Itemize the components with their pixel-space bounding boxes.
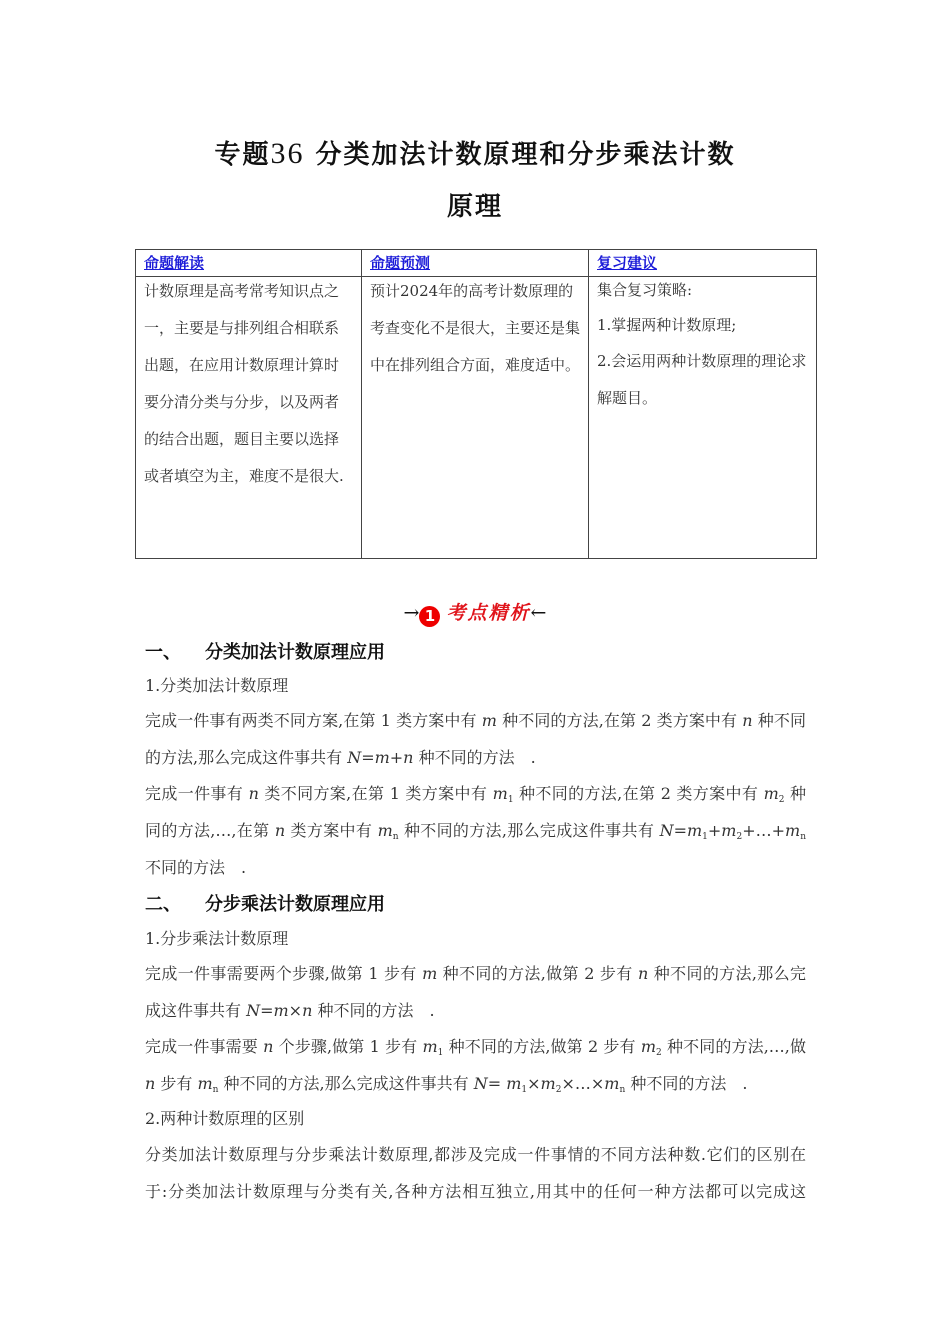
math-subscript: 2 — [656, 1048, 662, 1056]
text-run: 同的方法,…,在第 — [145, 821, 275, 840]
math-subscript: n — [212, 1085, 219, 1095]
text-run: 1.分步乘法计数原理 — [145, 929, 289, 948]
header-prediction: 命题预测 — [362, 250, 589, 277]
prediction-text: 预计2024年的高考计数原理的考查变化不是很大，主要还是集中在排列组合方面，难度适中。 — [370, 282, 581, 374]
math-subscript: 1 — [521, 1085, 528, 1095]
text-run: 种不同的方法,…,做 — [666, 1037, 806, 1056]
text-run: 的方法,那么完成这件事共有 — [145, 748, 348, 767]
paragraph-line — [145, 1106, 806, 1129]
math-subscript: 1 — [507, 795, 514, 803]
text-run: 种不同的方法 . — [413, 748, 536, 767]
paragraph-line — [145, 781, 806, 803]
section-marker-label: 考点精析 — [446, 602, 531, 624]
math-variable: m — [604, 1074, 620, 1093]
advice-line: 2.会运用两种计数原理的理论求解题目。 — [597, 352, 807, 407]
math-variable: n — [638, 964, 649, 983]
left-arrow-icon: ← — [530, 602, 547, 624]
math-subscript: 2 — [736, 832, 743, 840]
text-run: = — [487, 1074, 507, 1093]
math-variable: m — [197, 1074, 213, 1093]
math-variable: n — [248, 784, 259, 803]
page-title-line2: 原理 — [446, 192, 503, 222]
paragraph-line — [145, 1179, 806, 1201]
text-run: 种不同的方法,做第 2 步有 — [443, 1037, 641, 1056]
paragraph-line — [145, 961, 806, 983]
math-variable: N — [659, 821, 674, 840]
math-subscript: n — [619, 1085, 626, 1095]
section-number: 一、 — [145, 642, 181, 663]
text-run: = — [361, 748, 375, 767]
text-run: + — [389, 748, 404, 767]
text-run: 种不同的方法 . — [312, 1001, 435, 1020]
text-run: 于:分类加法计数原理与分类有关,各种方法相互独立,用其中的任何一种方法都可以完成这 — [145, 1182, 806, 1201]
math-variable: m — [374, 748, 390, 767]
text-run: 完成一件事有 — [145, 784, 249, 803]
paragraph-line — [145, 1034, 806, 1056]
text-run: 分类加法计数原理与分步乘法计数原理,都涉及完成一件事情的不同方法种数.它们的区别在 — [145, 1145, 806, 1164]
math-variable: m — [721, 821, 737, 840]
math-subscript: 2 — [778, 795, 785, 803]
paragraph-line — [145, 1071, 806, 1095]
math-variable: m — [640, 1037, 657, 1056]
math-subscript: n — [392, 832, 399, 840]
text-run: 分步乘法计数原理应用 — [205, 894, 385, 915]
section-heading — [145, 638, 806, 664]
text-run: 种 — [789, 784, 806, 803]
math-variable: m — [763, 784, 779, 803]
text-run: 种不同的方法,那么完 — [648, 964, 806, 983]
text-run: 种不同的方法,做第 2 步有 — [437, 964, 639, 983]
paragraph-line — [145, 926, 806, 949]
text-run: 1.分类加法计数原理 — [145, 676, 289, 695]
text-run: 分类加法计数原理应用 — [205, 642, 385, 663]
math-variable: n — [274, 821, 286, 840]
text-run: 完成一件事需要两个步骤,做第 1 步有 — [145, 964, 423, 983]
math-subscript: 2 — [555, 1085, 562, 1095]
math-variable: m — [422, 1037, 438, 1056]
text-run: ×…× — [561, 1074, 605, 1093]
text-run: 不同的方法 . — [145, 858, 247, 877]
advice-line: 1.掌握两种计数原理; — [597, 316, 737, 334]
review-advice-text — [597, 273, 808, 417]
paragraph-line — [145, 673, 806, 696]
paragraph-line — [145, 855, 806, 878]
text-run: 完成一件事需要 — [145, 1037, 264, 1056]
math-variable: m — [422, 964, 438, 983]
interpretation-text: 计数原理是高考常考知识点之一，主要是与排列组合相联系出题，在应用计数原理计算时要分清分类与分步，以及两者的结合出题，题目主要以选择或者填空为主，难度不是很大. — [144, 282, 344, 485]
math-variable: n — [742, 711, 753, 730]
text-run: 完成一件事有两类不同方案,在第 1 类方案中有 — [145, 711, 482, 730]
page-title-line1 — [0, 134, 950, 171]
math-variable: m — [492, 784, 508, 803]
math-subscript: 1 — [702, 832, 708, 840]
text-run: + — [707, 821, 722, 840]
math-variable: m — [785, 821, 801, 840]
math-variable: N — [473, 1074, 488, 1093]
text-run: = — [260, 1001, 274, 1020]
section-heading — [145, 890, 806, 916]
math-variable: m — [540, 1074, 556, 1093]
advice-line: 集合复习策略: — [597, 281, 693, 299]
header-review-advice: 复习建议 — [589, 250, 817, 277]
intro-table — [135, 249, 817, 559]
math-variable: n — [403, 748, 414, 767]
text-run: 种不同的方法,在第 2 类方案中有 — [496, 711, 743, 730]
section-number: 二、 — [145, 894, 181, 915]
title-prefix: 专题 — [214, 140, 271, 170]
text-run: × — [288, 1001, 303, 1020]
text-run: 2.两种计数原理的区别 — [145, 1109, 305, 1128]
header-interpretation: 命题解读 — [136, 250, 362, 277]
paragraph-line — [145, 745, 806, 768]
math-variable: N — [246, 1001, 261, 1020]
text-run: 种不同 — [752, 711, 806, 730]
text-run: 种不同的方法 . — [625, 1074, 748, 1093]
number-badge: 1 — [419, 606, 440, 627]
math-variable: m — [686, 821, 703, 840]
math-variable: n — [145, 1074, 156, 1093]
math-variable: m — [377, 821, 393, 840]
math-subscript: 1 — [437, 1048, 444, 1056]
text-run: 种不同的方法,那么完成这件事共有 — [398, 821, 660, 840]
text-run: 步有 — [155, 1074, 198, 1093]
paragraph-line — [145, 998, 806, 1021]
text-run: 类不同方案,在第 1 类方案中有 — [258, 784, 493, 803]
text-run: 类方案中有 — [285, 821, 378, 840]
text-run: +…+ — [742, 821, 786, 840]
paragraph-line — [145, 1142, 806, 1164]
right-arrow-icon: → — [403, 602, 420, 624]
title-rest: 分类加法计数原理和分步乘法计数 — [315, 140, 736, 170]
text-run: = — [673, 821, 687, 840]
text-run: 种不同的方法,那么完成这件事共有 — [218, 1074, 474, 1093]
math-variable: m — [273, 1001, 289, 1020]
text-run: 种不同的方法,在第 2 类方案中有 — [513, 784, 764, 803]
math-variable: n — [302, 1001, 313, 1020]
math-variable: n — [263, 1037, 274, 1056]
section-marker — [0, 598, 950, 627]
math-subscript: n — [800, 832, 806, 840]
title-number: 36 — [270, 137, 305, 170]
paragraph-line — [145, 708, 806, 730]
math-variable: m — [481, 711, 497, 730]
text-run: × — [527, 1074, 541, 1093]
paragraph-line — [145, 818, 806, 840]
text-run: 成这件事共有 — [145, 1001, 247, 1020]
text-run: 个步骤,做第 1 步有 — [273, 1037, 423, 1056]
math-variable: m — [506, 1074, 522, 1093]
math-variable: N — [347, 748, 362, 767]
